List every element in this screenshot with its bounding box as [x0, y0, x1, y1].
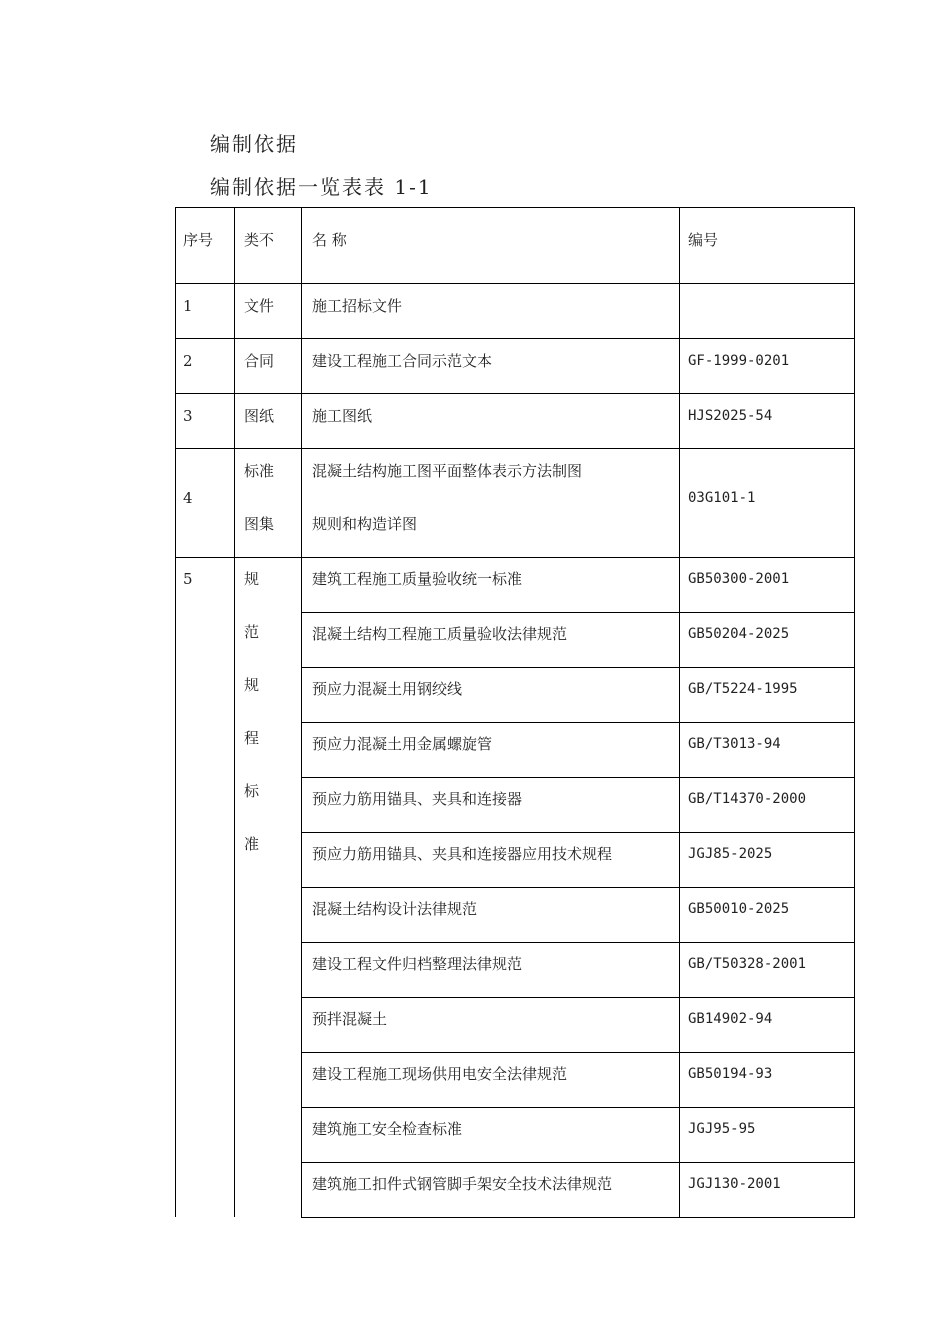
item-code: GB/T5224-1995: [688, 681, 798, 697]
table-rule: [175, 338, 855, 339]
row-category-line: 标准: [244, 462, 275, 480]
table-rule: [301, 207, 302, 1218]
item-code: GB14902-94: [688, 1011, 773, 1027]
table-rule: [854, 207, 855, 1218]
table-rule: [301, 667, 855, 668]
row-name: 施工图纸: [312, 407, 373, 425]
table-rule: [175, 557, 855, 558]
row-code: 03G101-1: [688, 490, 756, 506]
item-code: GB50300-2001: [688, 571, 790, 587]
item-name: 预拌混凝土: [312, 1010, 388, 1028]
group-no: 5: [183, 570, 193, 588]
group-category-char: 规: [244, 570, 260, 588]
row-no: 1: [183, 297, 193, 315]
table-rule: [301, 832, 855, 833]
item-code: JGJ130-2001: [688, 1176, 781, 1192]
table-rule: [234, 207, 235, 1217]
table-rule: [301, 1217, 855, 1218]
item-code: GB/T14370-2000: [688, 791, 807, 807]
item-code: GB50010-2025: [688, 901, 790, 917]
item-code: GB/T3013-94: [688, 736, 781, 752]
table-caption: 编制依据一览表表 1-1: [210, 175, 433, 199]
header-category: 类不: [244, 231, 275, 249]
row-category-line: 图集: [244, 515, 275, 533]
row-no: 2: [183, 352, 193, 370]
row-no: 4: [183, 489, 193, 507]
item-name: 建筑施工安全检查标准: [312, 1120, 463, 1138]
row-name-line: 混凝土结构施工图平面整体表示方法制图: [312, 462, 583, 480]
table-rule: [175, 393, 855, 394]
table-rule: [301, 777, 855, 778]
item-name: 混凝土结构工程施工质量验收法律规范: [312, 625, 568, 643]
row-code: HJS2025-54: [688, 408, 773, 424]
table-rule: [301, 887, 855, 888]
table-rule: [679, 207, 680, 1218]
row-name: 建设工程施工合同示范文本: [312, 352, 493, 370]
row-code: GF-1999-0201: [688, 353, 790, 369]
row-category: 文件: [244, 297, 275, 315]
item-code: GB50204-2025: [688, 626, 790, 642]
table-rule: [175, 283, 855, 284]
header-no: 序号: [183, 231, 214, 249]
row-name-line: 规则和构造详图: [312, 515, 418, 533]
group-category-char: 准: [244, 835, 260, 853]
table-rule: [301, 722, 855, 723]
header-code: 编号: [688, 231, 719, 249]
item-code: GB/T50328-2001: [688, 956, 807, 972]
row-category: 图纸: [244, 407, 275, 425]
group-category-char: 范: [244, 623, 260, 641]
item-name: 混凝土结构设计法律规范: [312, 900, 478, 918]
item-code: JGJ95-95: [688, 1121, 756, 1137]
table-rule: [301, 997, 855, 998]
item-code: GB50194-93: [688, 1066, 773, 1082]
table-rule: [301, 1107, 855, 1108]
item-name: 建筑工程施工质量验收统一标准: [312, 570, 523, 588]
item-name: 预应力混凝土用金属螺旋管: [312, 735, 493, 753]
group-category-char: 标: [244, 782, 260, 800]
item-name: 建设工程施工现场供用电安全法律规范: [312, 1065, 568, 1083]
row-no: 3: [183, 407, 193, 425]
table-rule: [301, 612, 855, 613]
header-name: 名 称: [312, 231, 347, 249]
group-category-char: 程: [244, 729, 260, 747]
row-name: 施工招标文件: [312, 297, 403, 315]
table-rule: [301, 1162, 855, 1163]
group-category-char: 规: [244, 676, 260, 694]
table-rule: [175, 207, 855, 208]
section-title: 编制依据: [210, 132, 298, 156]
item-name: 预应力筋用锚具、夹具和连接器: [312, 790, 523, 808]
table-rule: [175, 448, 855, 449]
item-name: 建筑施工扣件式钢管脚手架安全技术法律规范: [312, 1175, 613, 1193]
table-rule: [301, 1052, 855, 1053]
item-code: JGJ85-2025: [688, 846, 773, 862]
row-category: 合同: [244, 352, 275, 370]
table-rule: [301, 942, 855, 943]
item-name: 建设工程文件归档整理法律规范: [312, 955, 523, 973]
table-rule: [175, 207, 176, 1217]
item-name: 预应力混凝土用钢绞线: [312, 680, 463, 698]
item-name: 预应力筋用锚具、夹具和连接器应用技术规程: [312, 845, 613, 863]
